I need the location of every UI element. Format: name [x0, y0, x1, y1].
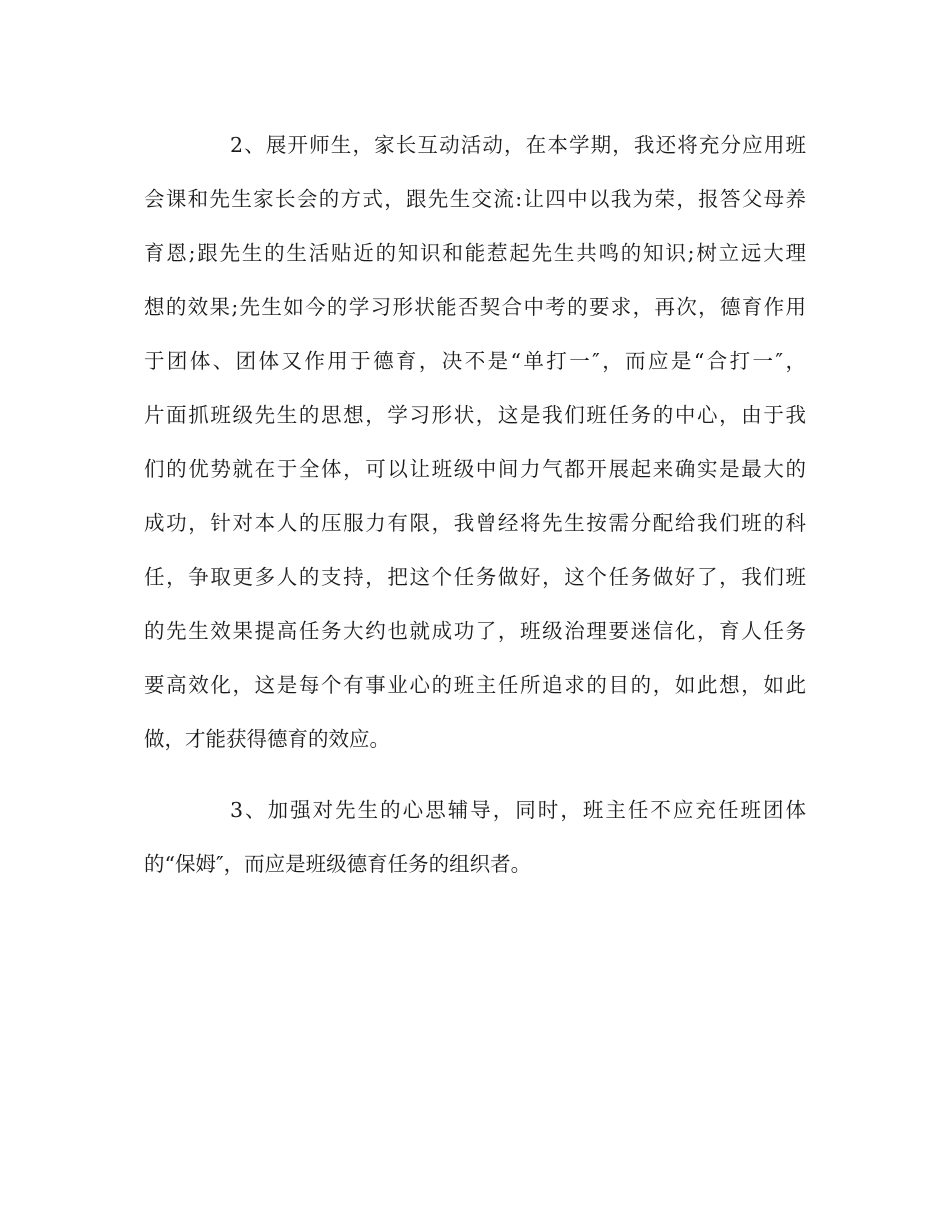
document-body	[144, 118, 806, 891]
paragraph-3	[144, 783, 806, 891]
text-line: 的“保姆″，而应是班级德育任务的组织者。	[144, 852, 532, 876]
text-line: 会课和先生家长会的方式，跟先生交流:让四中以我为荣，报答父母养	[144, 187, 806, 211]
text-line: 成功，针对本人的压服力有限，我曾经将先生按需分配给我们班的科	[144, 511, 806, 535]
text-line: 们的优势就在于全体，可以让班级中间力气都开展起来确实是最大的	[144, 457, 806, 481]
text-line: 想的效果;先生如今的学习形状能否契合中考的要求，再次，德育作用	[144, 295, 806, 319]
text-line: 3、加强对先生的心思辅导，同时，班主任不应充任班团体	[230, 798, 806, 822]
text-line: 于团体、团体又作用于德育，决不是“单打一″，而应是“合打一″，	[144, 349, 806, 373]
text-line: 的先生效果提高任务大约也就成功了，班级治理要迷信化，育人任务	[144, 619, 806, 643]
text-line: 要高效化，这是每个有事业心的班主任所追求的目的，如此想，如此	[144, 673, 806, 697]
text-line: 任，争取更多人的支持，把这个任务做好，这个任务做好了，我们班	[144, 565, 806, 589]
text-line: 做，才能获得德育的效应。	[144, 727, 390, 751]
text-line: 片面抓班级先生的思想，学习形状，这是我们班任务的中心，由于我	[144, 403, 806, 427]
paragraph-2	[144, 118, 806, 766]
text-line: 育恩;跟先生的生活贴近的知识和能惹起先生共鸣的知识;树立远大理	[144, 241, 806, 265]
text-line: 2、展开师生，家长互动活动，在本学期，我还将充分应用班	[230, 133, 806, 157]
paragraph-spacer	[144, 766, 806, 783]
